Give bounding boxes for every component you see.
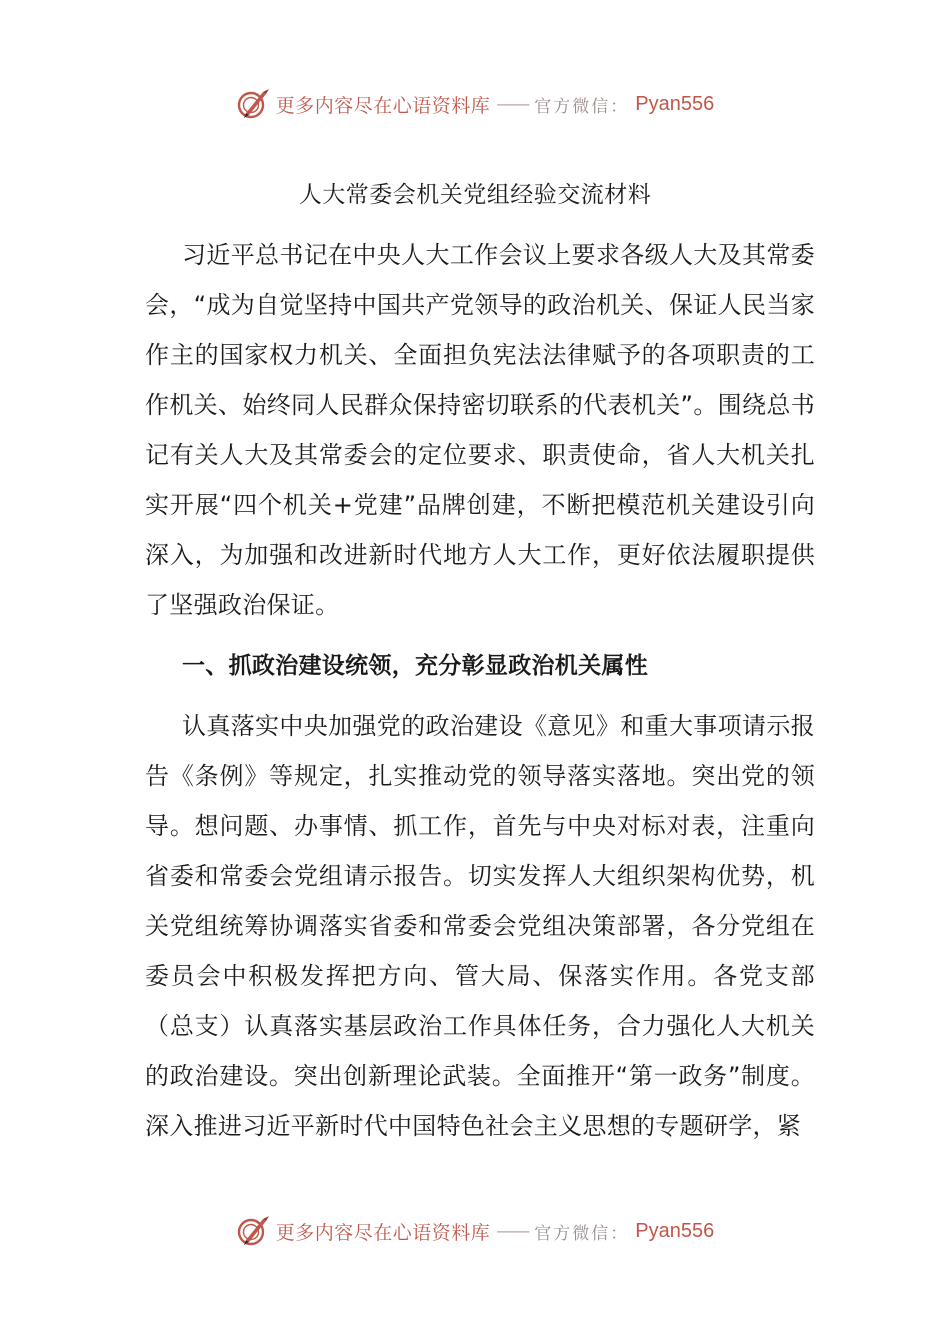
- body-paragraph-2: 认真落实中央加强党的政治建设《意见》和重大事项请示报告《条例》等规定，扎实推动党的领导落实落地。突出党的领导。想问题、办事情、抓工作，首先与中央对标对表，注重向省委和常委会党组请示报告。切实发挥人大组织架构优势，机关党组统筹协调落实省委和常委会党组决策部署，各分党组在委员会中积极发挥把方向、管大局、保落实作用。各党支部（总支）认真落实基层政治工作具体任务，合力强化人大机关的政治建设。突出创新理论武装。全面推开“第一政务”制度。深入推进习近平新时代中国特色社会主义思想的专题研学，紧: [145, 712, 815, 1140]
- body-paragraph-1: 习近平总书记在中央人大工作会议上要求各级人大及其常委会，“成为自觉坚持中国共产党领导的政治机关、保证人民当家作主的国家权力机关、全面担负宪法法律赋予的各项职责的工作机关、始终同人民群众保持密切联系的代表机关”。围绕总书记有关人大及其常委会的定位要求、职责使命，省人大机关扎实开展“四个机关+党建”品牌创建，不断把模范机关建设引向深入，为加强和改进新时代地方人大工作，更好依法履职提供了坚强政治保证。: [145, 241, 815, 619]
- watermark-wechat-id: Pyan556: [635, 1219, 715, 1242]
- quill-pen-logo-icon: [236, 1214, 270, 1248]
- watermark-wechat-id: Pyan556: [635, 92, 715, 115]
- footer-watermark-banner: [0, 1211, 950, 1251]
- watermark-brand-text: 更多内容尽在心语资料库: [275, 94, 491, 117]
- watermark-dash: ——: [496, 93, 529, 115]
- document-title: 人大常委会机关党组经验交流材料: [298, 182, 652, 208]
- section-heading-1: 一、抓政治建设统领，充分彰显政治机关属性: [182, 653, 648, 679]
- watermark-dash: ——: [496, 1220, 529, 1242]
- watermark-wechat-label: 官方微信：: [534, 96, 630, 117]
- watermark-brand-text: 更多内容尽在心语资料库: [275, 1221, 491, 1244]
- quill-pen-logo-icon: [236, 87, 270, 121]
- header-watermark-banner: [0, 84, 950, 124]
- watermark-wechat-label: 官方微信：: [534, 1223, 630, 1244]
